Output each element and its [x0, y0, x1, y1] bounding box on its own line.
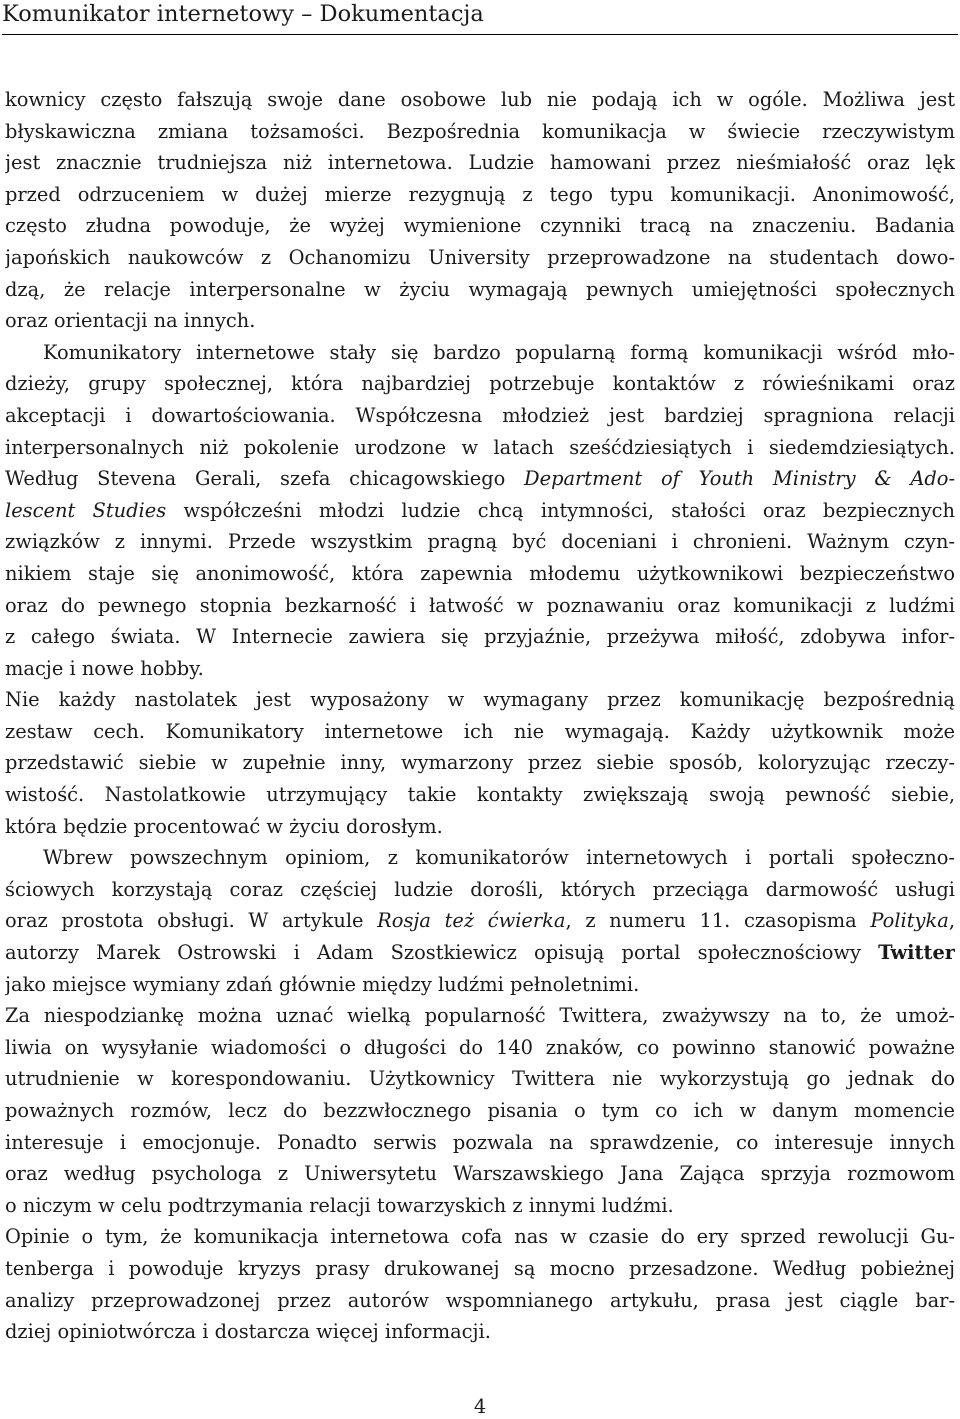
text-segment: związków z innymi. Przede wszystkim pragną być doceniani i chronieni. Ważnym czyn- [5, 530, 955, 554]
text-segment: oraz prostota obsługi. W artykule [5, 909, 378, 933]
text-segment: przedstawić siebie w zupełnie inny, wymarzony przez siebie sposób, koloryzując rzeczy- [5, 751, 955, 775]
text-segment: Opinie o tym, że komunikacja internetowa cofa nas w czasie do ery sprzed rewolucji Gu- [5, 1225, 955, 1249]
text-segment: Nie każdy nastolatek jest wyposażony w wymagany przez komunikację bezpośrednią [5, 688, 955, 712]
text-segment: błyskawiczna zmiana tożsamości. Bezpośrednia komunikacja w świecie rzeczywistym [5, 119, 955, 143]
text-line [5, 684, 955, 716]
text-segment: oraz według psychologa z Uniwersytetu Warszawskiego Jana Zająca sprzyja rozmowom [5, 1162, 955, 1186]
text-line [5, 558, 955, 590]
text-segment: autorzy Marek Ostrowski i Adam Szostkiewicz opisują portal społecznościowy [5, 941, 879, 965]
text-segment: oraz do pewnego stopnia bezkarność i łatwość w poznawaniu oraz komunikacji z ludźmi [5, 593, 955, 617]
text-line [5, 1285, 955, 1317]
text-line [5, 1190, 955, 1222]
text-line [5, 969, 955, 1001]
text-segment: oraz orientacji na innych. [5, 309, 256, 333]
running-header [2, 0, 958, 35]
text-line [5, 400, 955, 432]
text-line [5, 874, 955, 906]
text-line [5, 305, 955, 337]
text-segment: Za niespodziankę można uznać wielką popularność Twittera, zważywszy na to, że umoż- [5, 1004, 955, 1028]
page-body [5, 84, 955, 1348]
italic-text: Rosja też ćwierka [377, 909, 566, 933]
text-line [5, 147, 955, 179]
text-line [5, 1063, 955, 1095]
text-segment: Komunikatory internetowe stały się bardzo popularną formą komunikacji wśród mło- [43, 340, 955, 364]
page-number: 4 [473, 1395, 487, 1418]
text-line [5, 242, 955, 274]
text-segment: , [948, 909, 955, 933]
italic-text: Polityka [870, 909, 949, 933]
text-segment: wistość. Nastolatkowie utrzymujący takie kontakty zwiększają swoją pewność siebie, [5, 783, 955, 807]
text-line [5, 1095, 955, 1127]
italic-text: lescent Studies [5, 498, 167, 522]
text-segment: jako miejsce wymiany zdań głównie między ludźmi pełnoletnimi. [5, 972, 640, 996]
text-segment: macje i nowe hobby. [5, 656, 204, 680]
text-segment: japońskich naukowców z Ochanomizu University przeprowadzone na studentach dowo- [5, 245, 955, 269]
text-line [5, 1158, 955, 1190]
text-segment: interesuje i emocjonuje. Ponadto serwis pozwala na sprawdzenie, co interesuje innych [5, 1130, 955, 1154]
text-line [5, 779, 955, 811]
text-line [5, 116, 955, 148]
text-line [5, 1253, 955, 1285]
text-segment: często złudna powoduje, że wyżej wymienione czynniki tracą na znaczeniu. Badania [5, 214, 955, 238]
text-segment: tenberga i powoduje kryzys prasy drukowanej są mocno przesadzone. Według pobieżnej [5, 1256, 955, 1280]
text-segment: akceptacji i dowartościowania. Współczesna młodzież jest bardziej spragniona relacji [5, 403, 955, 427]
text-segment: jest znacznie trudniejsza niż internetowa. Ludzie hamowani przez nieśmiałość oraz lęk [5, 151, 955, 175]
text-segment: która będzie procentować w życiu dorosłym. [5, 814, 443, 838]
text-line [5, 1127, 955, 1159]
text-segment: liwia on wysyłanie wiadomości o długości do 140 znaków, co powinno stanowić poważne [5, 1035, 955, 1059]
text-line [5, 463, 955, 495]
text-line [5, 1000, 955, 1032]
text-line [5, 621, 955, 653]
text-segment: dzą, że relacje interpersonalne w życiu wymagają pewnych umiejętności społecznych [5, 277, 955, 301]
text-segment: dziej opiniotwórcza i dostarcza więcej informacji. [5, 1320, 491, 1344]
text-segment: , z numeru 11. czasopisma [565, 909, 871, 933]
text-segment: poważnych rozmów, lecz do bezzwłocznego pisania o tym co ich w danym momencie [5, 1099, 955, 1122]
text-segment: interpersonalnych niż pokolenie urodzone w latach sześćdziesiątych i siedemdziesiątych. [5, 435, 955, 459]
text-line [5, 495, 955, 527]
text-line [5, 368, 955, 400]
text-line [5, 590, 955, 622]
text-line [5, 1032, 955, 1064]
text-line [5, 210, 955, 242]
text-line [5, 747, 955, 779]
text-line [5, 274, 955, 306]
text-segment: kownicy często fałszują swoje dane osobowe lub nie podają ich w ogóle. Możliwa jest [5, 88, 955, 111]
text-line [5, 937, 955, 969]
text-segment: analizy przeprowadzonej przez autorów wspomnianego artykułu, prasa jest ciągle bar- [5, 1288, 955, 1312]
running-title: Komunikator internetowy – Dokumentacja [2, 1, 484, 27]
text-line [5, 1316, 955, 1348]
text-segment: współcześni młodzi ludzie chcą intymności, stałości oraz bezpiecznych [166, 498, 955, 522]
text-line [5, 179, 955, 211]
text-line [5, 905, 955, 937]
text-segment: zestaw cech. Komunikatory internetowe ich nie wymagają. Każdy użytkownik może [5, 719, 955, 743]
text-segment: ściowych korzystają coraz częściej ludzie dorośli, których przeciąga darmowość usługi [5, 877, 955, 901]
text-line [5, 653, 955, 685]
text-segment: nikiem staje się anonimowość, która zapewnia młodemu użytkownikowi bezpieczeństwo [5, 561, 955, 585]
italic-text: Department of Youth Ministry & Ado- [524, 467, 955, 491]
text-line [5, 716, 955, 748]
text-segment: Według Stevena Gerali, szefa chicagowskiego [5, 467, 525, 491]
text-line [5, 84, 955, 116]
text-segment: utrudnienie w korespondowaniu. Użytkownicy Twittera nie wykorzystują go jednak do [5, 1067, 955, 1091]
text-line [5, 432, 955, 464]
text-segment: Wbrew powszechnym opiniom, z komunikatorów internetowych i portali społeczno- [43, 846, 955, 870]
text-line [5, 811, 955, 843]
text-line [5, 337, 955, 369]
text-segment: dzieży, grupy społecznej, która najbardziej potrzebuje kontaktów z rówieśnikami oraz [5, 372, 955, 396]
bold-text: Twitter [878, 941, 955, 965]
text-segment: o niczym w celu podtrzymania relacji towarzyskich z innymi ludźmi. [5, 1193, 674, 1217]
text-line [5, 1221, 955, 1253]
text-line [5, 842, 955, 874]
text-line [5, 526, 955, 558]
text-segment: z całego świata. W Internecie zawiera się przyjaźnie, przeżywa miłość, zdobywa infor- [5, 625, 955, 649]
text-segment: przed odrzuceniem w dużej mierze rezygnują z tego typu komunikacji. Anonimowość, [5, 182, 955, 206]
